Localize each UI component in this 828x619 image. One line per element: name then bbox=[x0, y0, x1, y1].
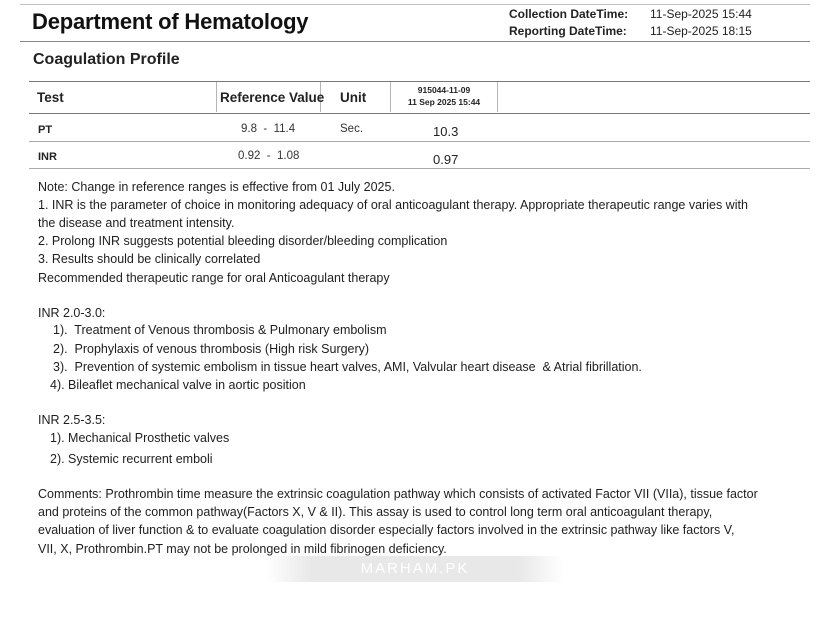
list-item: 1). Mechanical Prosthetic valves bbox=[50, 431, 230, 445]
reporting-datetime-value: 11-Sep-2025 18:15 bbox=[650, 24, 752, 38]
comments-line: and proteins of the common pathway(Factors X, V & II). This assay is used to control long term oral anticoagulant therapy, bbox=[38, 505, 713, 519]
table-bottom-border bbox=[29, 168, 810, 169]
header-reference-value: Reference Value bbox=[220, 90, 325, 105]
header-sample-id: 915044-11-09 bbox=[417, 85, 471, 95]
header-divider bbox=[20, 41, 810, 42]
note-line: 3. Results should be clinically correlated bbox=[38, 252, 261, 266]
row-divider bbox=[29, 141, 810, 142]
header-sample-date: 11 Sep 2025 15:44 bbox=[407, 97, 481, 107]
inr-range-heading: INR 2.5-3.5: bbox=[38, 413, 106, 427]
list-item: 3). Prevention of systemic embolism in tissue heart valves, AMI, Valvular heart disease & Atrial fibrillation. bbox=[53, 360, 642, 374]
comments-line: Comments: Prothrombin time measure the extrinsic coagulation pathway which consists of activated Factor VII (VIIa), tissue factor bbox=[38, 487, 758, 501]
department-title: Department of Hematology bbox=[32, 9, 309, 34]
table-top-border bbox=[29, 81, 810, 82]
collection-datetime-value: 11-Sep-2025 15:44 bbox=[650, 7, 752, 21]
section-title: Coagulation Profile bbox=[33, 51, 180, 68]
top-border bbox=[20, 4, 810, 5]
row-test-name: PT bbox=[38, 124, 53, 136]
row-unit: Sec. bbox=[340, 123, 364, 135]
watermark: MARHAM.PK bbox=[266, 556, 564, 582]
list-item: 2). Prophylaxis of venous thrombosis (High risk Surgery) bbox=[53, 342, 370, 356]
row-test-name: INR bbox=[38, 151, 57, 163]
collection-datetime-label: Collection DateTime: bbox=[509, 7, 629, 21]
header-unit: Unit bbox=[340, 90, 367, 105]
comments-line: VII, X, Prothrombin.PT may not be prolonged in mild fibrinogen deficiency. bbox=[38, 542, 447, 556]
note-line: the disease and treatment intensity. bbox=[38, 216, 235, 230]
inr-range-heading: INR 2.0-3.0: bbox=[38, 306, 106, 320]
row-reference: 0.92 - 1.08 bbox=[238, 150, 300, 162]
list-item: 2). Systemic recurrent emboli bbox=[50, 452, 213, 466]
note-line: Recommended therapeutic range for oral Anticoagulant therapy bbox=[38, 271, 390, 285]
col-divider-4 bbox=[497, 82, 498, 112]
header-test: Test bbox=[37, 90, 64, 105]
list-item: 1). Treatment of Venous thrombosis & Pulmonary embolism bbox=[53, 323, 387, 337]
row-result: 0.97 bbox=[433, 152, 459, 167]
col-divider-1 bbox=[216, 82, 217, 112]
note-line: Note: Change in reference ranges is effective from 01 July 2025. bbox=[38, 180, 395, 194]
comments-line: evaluation of liver function & to evaluate coagulation disorder especially factors involved in the extrinsic pathway like factors V, bbox=[38, 523, 735, 537]
note-line: 2. Prolong INR suggests potential bleeding disorder/bleeding complication bbox=[38, 234, 448, 248]
table-header-bottom bbox=[29, 113, 810, 114]
list-item: 4). Bileaflet mechanical valve in aortic position bbox=[50, 378, 306, 392]
row-reference: 9.8 - 11.4 bbox=[241, 123, 296, 135]
reporting-datetime-label: Reporting DateTime: bbox=[509, 24, 627, 38]
row-result: 10.3 bbox=[433, 124, 459, 139]
note-line: 1. INR is the parameter of choice in monitoring adequacy of oral anticoagulant therapy. Appropriate therapeutic range varies with bbox=[38, 198, 748, 212]
